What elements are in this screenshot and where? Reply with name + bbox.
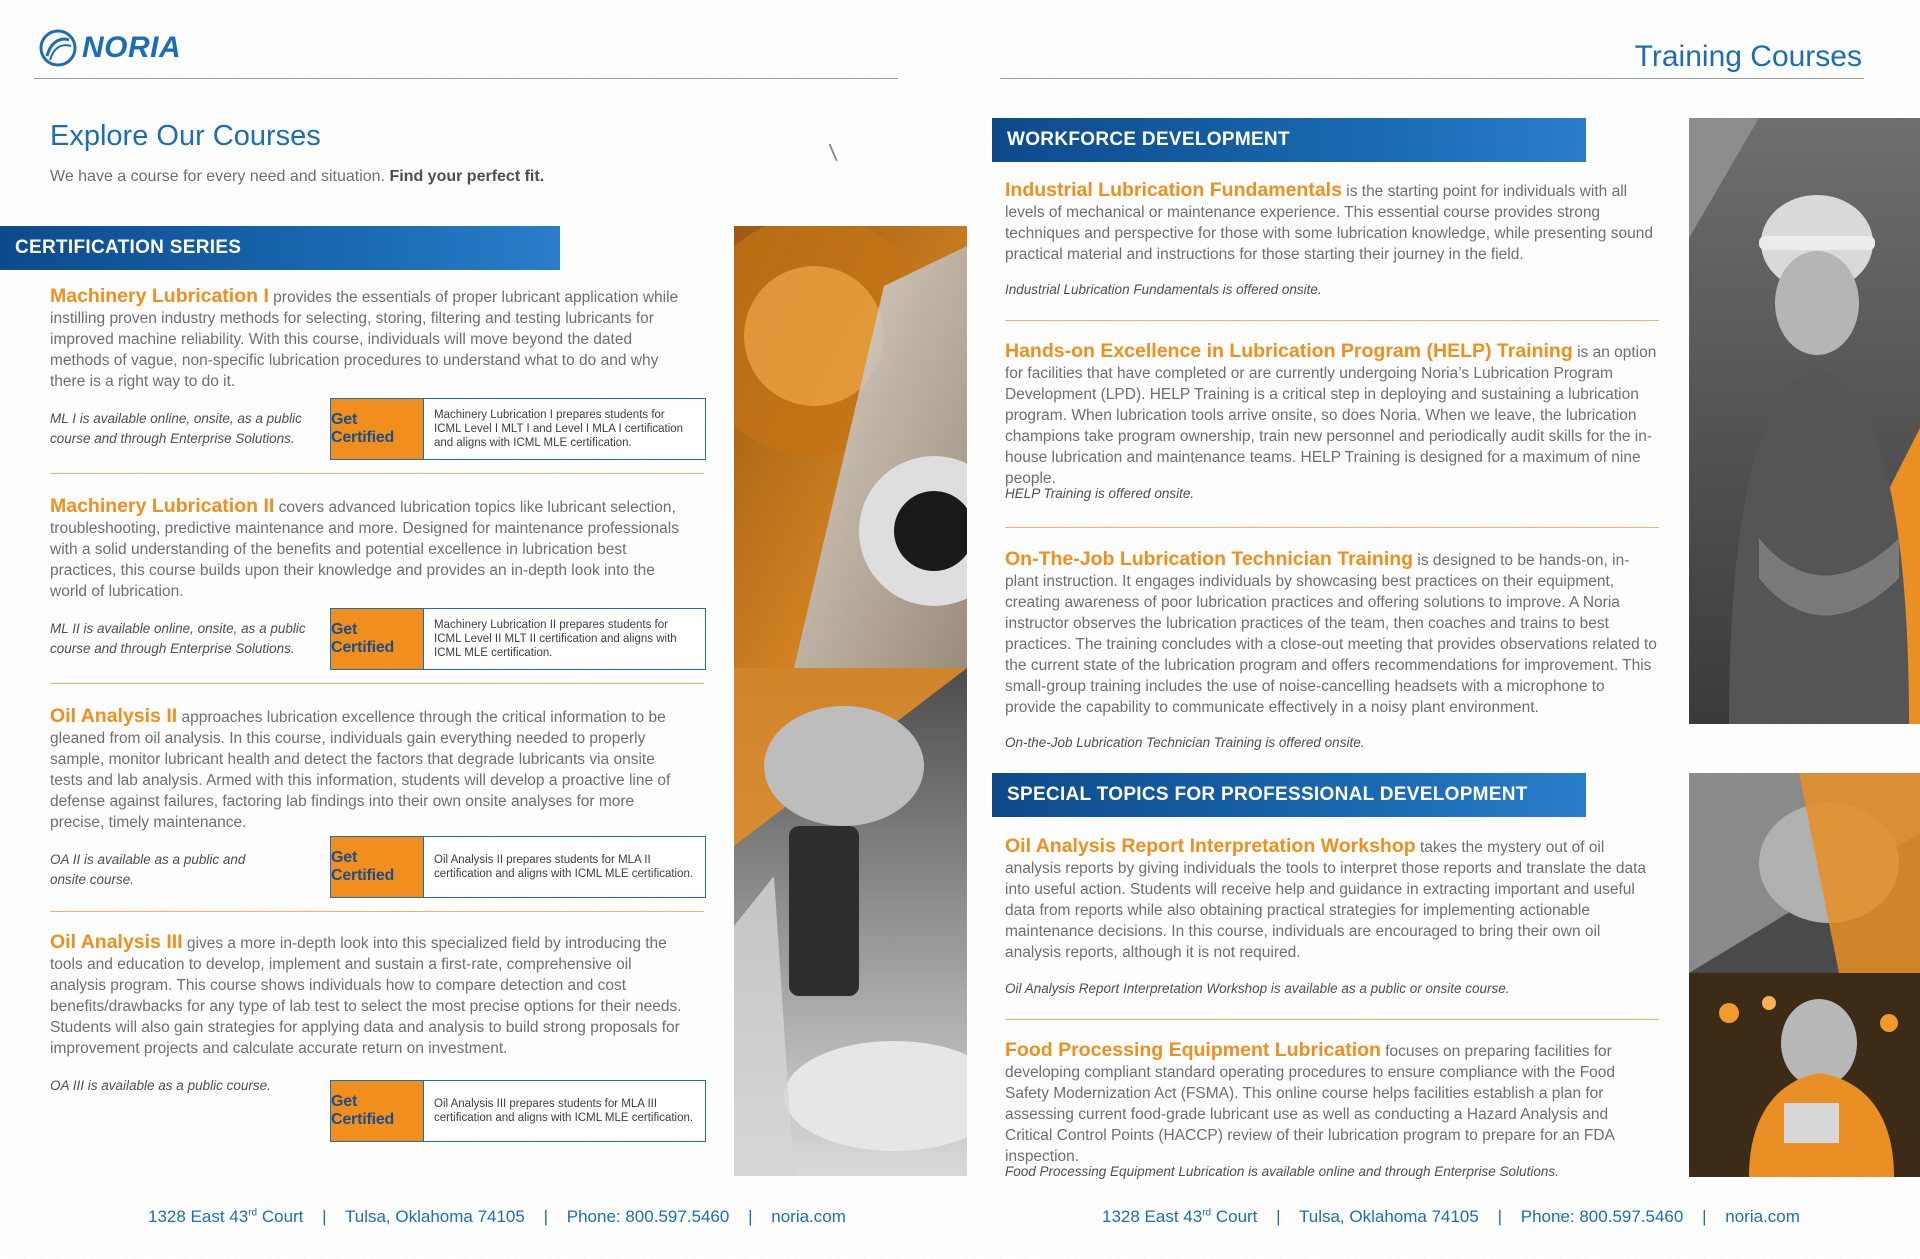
- special-heading: SPECIAL TOPICS FOR PROFESSIONAL DEVELOPMENT: [1007, 784, 1528, 805]
- footer-street: [148, 1207, 303, 1226]
- cert-box-oa3: [330, 1080, 706, 1142]
- cert-description: Machinery Lubrication II prepares students for ICML Level II MLT II certification and aligns with ICML MLE certification.: [423, 609, 705, 669]
- header-rule-left: [34, 78, 898, 79]
- course-note: OA II is available as a public and onsite course.: [50, 852, 246, 887]
- course-ojt: [1005, 549, 1659, 718]
- footer-website-link[interactable]: noria.com: [771, 1207, 846, 1226]
- course-note: On-the-Job Lubrication Technician Training is offered onsite.: [1005, 735, 1365, 750]
- workforce-heading: WORKFORCE DEVELOPMENT: [1007, 129, 1290, 150]
- course-oa3: [50, 932, 690, 1059]
- footer-separator: |: [1497, 1207, 1503, 1226]
- course-body: is designed to be hands-on, in-plant instruction. It engages individuals by showcasing best practices on their equipment, creating awareness of poor lubrication practices and offering solutions to improve. A Noria instructor observes the lubrication practices of the team, then coaches and trains to best practices. The training concludes with a close-out meeting that provides observations related to the current state of the lubrication program and offers recommendations for improvement. This small-group training includes the use of noise-cancelling headsets with a microphone to provide the capability to communicate effectively in a noisy plant environment.: [1005, 552, 1657, 716]
- certification-series-band: [0, 226, 560, 270]
- course-note: HELP Training is offered onsite.: [1005, 486, 1195, 501]
- course-ml2: [50, 496, 690, 602]
- footer-city: Tulsa, Oklahoma 74105: [1298, 1207, 1479, 1226]
- course-note: Food Processing Equipment Lubrication is available online and through Enterprise Solutions.: [1005, 1164, 1559, 1179]
- get-certified-button[interactable]: Get Certified: [331, 399, 423, 459]
- course-body: provides the essentials of proper lubricant application while instilling proven industry methods for selecting, storing, filtering and testing lubricants for improved machine reliability. With this course, individuals will move beyond the dated methods of vague, non-specific lubrication procedures to understand what to do and why there is a right way to do it.: [50, 289, 679, 390]
- course-title: Oil Analysis Report Interpretation Workshop: [1005, 835, 1416, 857]
- explore-subtitle: [50, 168, 544, 186]
- course-body: gives a more in-depth look into this specialized field by introducing the tools and education to develop, implement and sustain a first-rate, comprehensive oil analysis program. This course shows individuals how to compare detection and cost benefits/drawbacks for any type of lab test to select the most precise options for their needs. Students will also gain strategies for applying data and analysis to build strong proposals for improvement projects and calculate accurate return on investment.: [50, 935, 682, 1057]
- explore-subtitle-text: We have a course for every need and situation.: [50, 168, 386, 185]
- footer-street-end: Court: [257, 1207, 304, 1226]
- gears-oil-photo: [734, 226, 967, 1176]
- cert-description: Oil Analysis III prepares students for MLA III certification and aligns with ICML MLE certification.: [423, 1081, 705, 1141]
- footer-street-number: 1328 East 43: [1102, 1207, 1203, 1226]
- footer-separator: |: [1702, 1207, 1707, 1226]
- footer-street-number: 1328 East 43: [148, 1207, 249, 1226]
- worker-portrait-photo: [1689, 118, 1920, 724]
- course-body: takes the mystery out of oil analysis reports by giving individuals the tools to interpret those reports and translate the data into useful action. Students will receive help and guidance in extracting important and useful data from reports while also obtaining practical strategies for implementing actionable maintenance decisions. In this course, individuals are encouraged to bring their own oil analysis reports, although it is not required.: [1005, 839, 1647, 961]
- course-title: On-The-Job Lubrication Technician Training: [1005, 548, 1414, 570]
- cert-box-oa2: [330, 836, 706, 898]
- cert-box-ml1: [330, 398, 706, 460]
- footer-street-sup: rd: [1202, 1207, 1212, 1219]
- footer-separator: |: [543, 1207, 549, 1226]
- explore-subtitle-bold: Find your perfect fit.: [389, 168, 545, 185]
- divider: [1005, 320, 1659, 321]
- noria-logo: [38, 28, 181, 68]
- footer-street-end: Court: [1211, 1207, 1258, 1226]
- footer-phone: Phone: 800.597.5460: [566, 1207, 730, 1226]
- course-body: is an option for facilities that have completed or are currently undergoing Noria’s Lubrication Program Development (LPD). HELP Training is a critical step in deploying and sustaining a lubrication program. When lubrication tools arrive onsite, so does Noria. When we leave, the lubrication champions take program ownership, train new personnel and periodically audit skills for the in-house lubrication and maintenance teams. HELP Training is designed for a maximum of nine people.: [1005, 344, 1657, 487]
- course-title: Machinery Lubrication II: [50, 495, 275, 517]
- course-title: Industrial Lubrication Fundamentals: [1005, 179, 1342, 201]
- page-title: Training Courses: [1634, 40, 1862, 73]
- course-body: covers advanced lubrication topics like lubricant selection, troubleshooting, predictive maintenance and more. Designed for maintenance professionals with a solid understanding of the benefits and potential excellence in lubrication best practices, this course builds upon their knowledge and provides an in-depth look into the world of lubrication.: [50, 499, 679, 600]
- header-rule-right: [1000, 78, 1864, 79]
- explore-title: Explore Our Courses: [50, 120, 321, 152]
- course-note: OA III is available as a public course.: [50, 1078, 271, 1093]
- special-topics-band: [992, 773, 1586, 817]
- get-certified-button[interactable]: Get Certified: [331, 837, 423, 897]
- course-ilf: [1005, 180, 1659, 265]
- footer-right: [1102, 1207, 1800, 1227]
- course-help: [1005, 341, 1659, 489]
- divider: [1005, 1019, 1659, 1020]
- course-oa2: [50, 706, 690, 833]
- cert-description: Oil Analysis II prepares students for MLA II certification and aligns with ICML MLE certification.: [423, 837, 705, 897]
- course-title: Machinery Lubrication I: [50, 285, 269, 307]
- workforce-development-band: [992, 118, 1586, 162]
- course-ml1: [50, 286, 690, 392]
- course-note: ML I is available online, onsite, as a public course and through Enterprise Solutions.: [50, 411, 302, 446]
- footer-street: [1102, 1207, 1257, 1226]
- footer-phone: Phone: 800.597.5460: [1520, 1207, 1684, 1226]
- course-title: Food Processing Equipment Lubrication: [1005, 1039, 1381, 1061]
- course-oari: [1005, 836, 1659, 963]
- divider: [1005, 527, 1659, 528]
- noria-swirl-icon: [38, 28, 78, 68]
- footer-left: [148, 1207, 846, 1227]
- footer-separator: |: [748, 1207, 753, 1226]
- course-title: Oil Analysis III: [50, 931, 183, 953]
- get-certified-button[interactable]: Get Certified: [331, 1081, 423, 1141]
- footer-city: Tulsa, Oklahoma 74105: [344, 1207, 525, 1226]
- course-title: Oil Analysis II: [50, 705, 178, 727]
- footer-street-sup: rd: [248, 1207, 258, 1219]
- stray-slash: \: [828, 139, 839, 168]
- course-note: Oil Analysis Report Interpretation Workshop is available as a public or onsite course.: [1005, 981, 1510, 996]
- course-body: focuses on preparing facilities for developing compliant standard operating procedures to ensure compliance with the Food Safety Modernization Act (FSMA). This online course helps facilities establish a plan for assessing current food-grade lubricant use as well as conducting a Hazard Analysis and Critical Control Points (HACCP) review of their lubrication program to prepare for an FDA inspection.: [1005, 1043, 1616, 1165]
- course-body: is the starting point for individuals with all levels of mechanical or maintenance experience. This essential course provides strong techniques and perspective for those with some lubrication knowledge, while presenting sound practical material and instructions for those starting their journey in the field.: [1005, 183, 1653, 263]
- course-title: Hands-on Excellence in Lubrication Program (HELP) Training: [1005, 340, 1573, 362]
- course-fpel: [1005, 1040, 1659, 1167]
- workers-team-photo: [1689, 773, 1920, 1177]
- footer-separator: |: [1276, 1207, 1281, 1226]
- course-note: ML II is available online, onsite, as a public course and through Enterprise Solutions.: [50, 621, 306, 656]
- divider: [50, 473, 704, 474]
- logo-text: NORIA: [82, 31, 182, 64]
- course-body: approaches lubrication excellence through the critical information to be gleaned from oil analysis. In this course, individuals gain everything needed to properly sample, monitor lubricant health and detect the factors that degrade lubricants via onsite tests and lab analysis. Armed with this information, students will develop a proactive line of defense against failures, factoring lab findings into their own onsite analyses for more precise, timely maintenance.: [50, 709, 671, 831]
- footer-website-link[interactable]: noria.com: [1725, 1207, 1800, 1226]
- get-certified-button[interactable]: Get Certified: [331, 609, 423, 669]
- course-note: Industrial Lubrication Fundamentals is offered onsite.: [1005, 282, 1322, 297]
- cert-box-ml2: [330, 608, 706, 670]
- divider: [50, 911, 704, 912]
- divider: [50, 683, 704, 684]
- certification-heading: CERTIFICATION SERIES: [15, 237, 242, 258]
- footer-separator: |: [322, 1207, 327, 1226]
- cert-description: Machinery Lubrication I prepares students for ICML Level I MLT I and Level I MLA I certification and aligns with ICML MLE certification.: [423, 399, 705, 459]
